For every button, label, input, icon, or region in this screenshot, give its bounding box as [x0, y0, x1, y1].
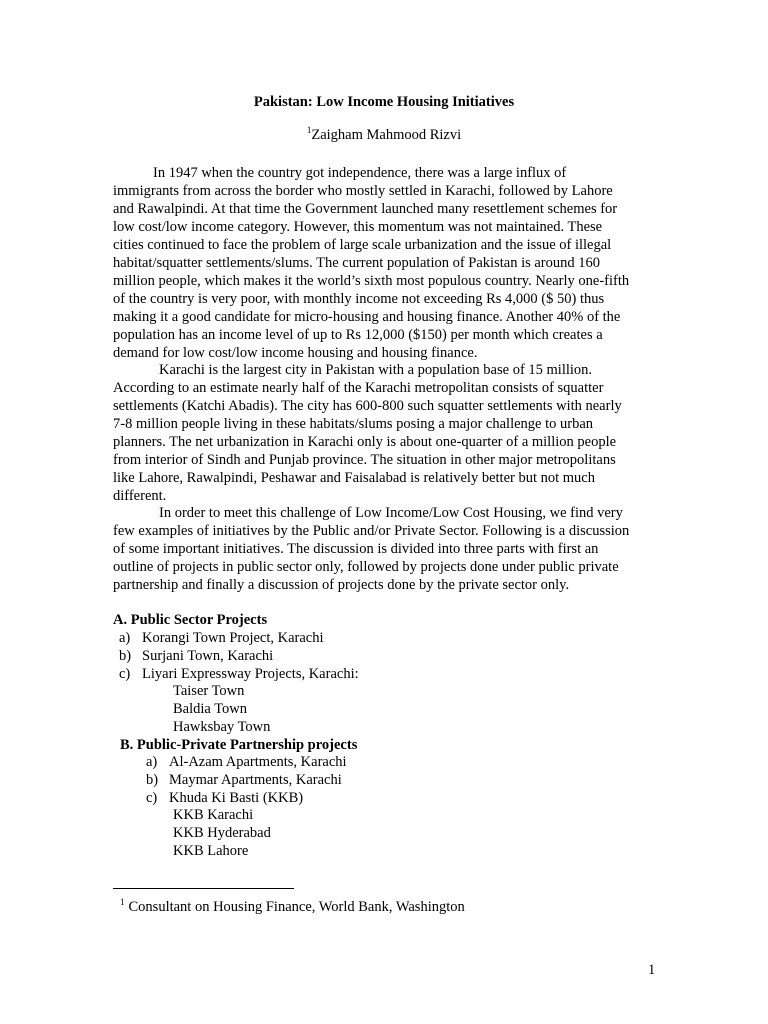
page-number: 1	[648, 962, 656, 978]
paragraph-1-line: cities continued to face the problem of large scale urbanization and the issue of illegal	[113, 237, 612, 253]
paragraph-2-line: from interior of Sindh and Punjab province. The situation in other major metropolitans	[113, 452, 616, 468]
paragraph-1-line: habitat/squatter settlements/slums. The current population of Pakistan is around 160	[113, 255, 601, 271]
paragraph-2-line: settlements (Katchi Abadis). The city has 600-800 such squatter settlements with nearly	[113, 398, 622, 414]
section-b-heading: B. Public-Private Partnership projects	[120, 737, 358, 753]
paragraph-3-line: In order to meet this challenge of Low Income/Low Cost Housing, we find very	[159, 505, 623, 521]
paragraph-2-line: 7-8 million people living in these habitats/slums posing a major challenge to urban	[113, 416, 594, 432]
list-item	[119, 629, 324, 647]
paragraph-1-line: low cost/low income category. However, this momentum was not maintained. These	[113, 219, 603, 235]
paragraph-2-line: like Lahore, Rawalpindi, Peshawar and Faisalabad is relatively better but not much	[113, 470, 595, 486]
paragraph-3-line: of some important initiatives. The discussion is divided into three parts with first an	[113, 541, 599, 557]
sub-list-item: Taiser Town	[173, 683, 245, 699]
paragraph-3-line: partnership and finally a discussion of projects done by the private sector only.	[113, 577, 570, 593]
author-name: Zaigham Mahmood Rizvi	[311, 127, 462, 143]
list-item	[119, 647, 273, 665]
paragraph-1-line: In 1947 when the country got independence, there was a large influx of	[153, 165, 567, 181]
list-item-text: Liyari Expressway Projects, Karachi:	[142, 666, 359, 682]
paragraph-1-line: making it a good candidate for micro-housing and housing finance. Another 40% of the	[113, 309, 621, 325]
paragraph-3-line: outline of projects in public sector only, followed by projects done under public private	[113, 559, 619, 575]
sub-list-item: KKB Karachi	[173, 807, 254, 823]
sub-list-item: Hawksbay Town	[173, 719, 271, 735]
list-item	[146, 789, 303, 807]
list-marker: c)	[119, 666, 131, 682]
paragraph-3-line: few examples of initiatives by the Public and/or Private Sector. Following is a discussion	[113, 523, 630, 539]
author-footnote-ref: 1	[306, 125, 312, 135]
list-item	[119, 665, 359, 683]
paragraph-1-line: of the country is very poor, with monthly income not exceeding Rs 4,000 ($ 50) thus	[113, 291, 605, 307]
footnote-ref: 1	[120, 897, 125, 907]
footnote	[120, 898, 465, 916]
paragraph-2-line: According to an estimate nearly half of the Karachi metropolitan consists of squatter	[113, 380, 604, 396]
paragraph-1-line: million people, which makes it the world’s sixth most populous country. Nearly one-fifth	[113, 273, 630, 289]
paragraph-2-line: Karachi is the largest city in Pakistan with a population base of 15 million.	[159, 362, 593, 378]
sub-list-item: KKB Hyderabad	[173, 825, 271, 841]
footnote-text: Consultant on Housing Finance, World Bank, Washington	[128, 899, 465, 915]
list-item	[146, 771, 342, 789]
list-item	[146, 753, 347, 771]
list-item-text: Maymar Apartments, Karachi	[169, 772, 342, 788]
paragraph-1-line: and Rawalpindi. At that time the Government launched many resettlement schemes for	[113, 201, 618, 217]
list-item-text: Khuda Ki Basti (KKB)	[169, 790, 304, 806]
paragraph-1-line: immigrants from across the border who mostly settled in Karachi, followed by Lahore	[113, 183, 613, 199]
list-marker: a)	[146, 754, 158, 770]
paragraph-1-line: demand for low cost/low income housing and housing finance.	[113, 345, 478, 361]
footnote-separator	[113, 888, 294, 889]
author-line	[0, 126, 768, 144]
paragraph-1-line: population has an income level of up to Rs 12,000 ($150) per month which creates a	[113, 327, 603, 343]
sub-list-item: Baldia Town	[173, 701, 248, 717]
paragraph-2-line: different.	[113, 488, 167, 504]
section-a-heading: A. Public Sector Projects	[113, 612, 268, 628]
sub-list-item: KKB Lahore	[173, 843, 249, 859]
list-item-text: Al-Azam Apartments, Karachi	[169, 754, 347, 770]
list-marker: b)	[146, 772, 159, 788]
list-item-text: Surjani Town, Karachi	[142, 648, 274, 664]
paragraph-2-line: planners. The net urbanization in Karachi only is about one-quarter of a million people	[113, 434, 617, 450]
list-marker: b)	[119, 648, 132, 664]
document-title: Pakistan: Low Income Housing Initiatives	[253, 94, 515, 110]
list-marker: a)	[119, 630, 131, 646]
list-marker: c)	[146, 790, 158, 806]
list-item-text: Korangi Town Project, Karachi	[142, 630, 324, 646]
